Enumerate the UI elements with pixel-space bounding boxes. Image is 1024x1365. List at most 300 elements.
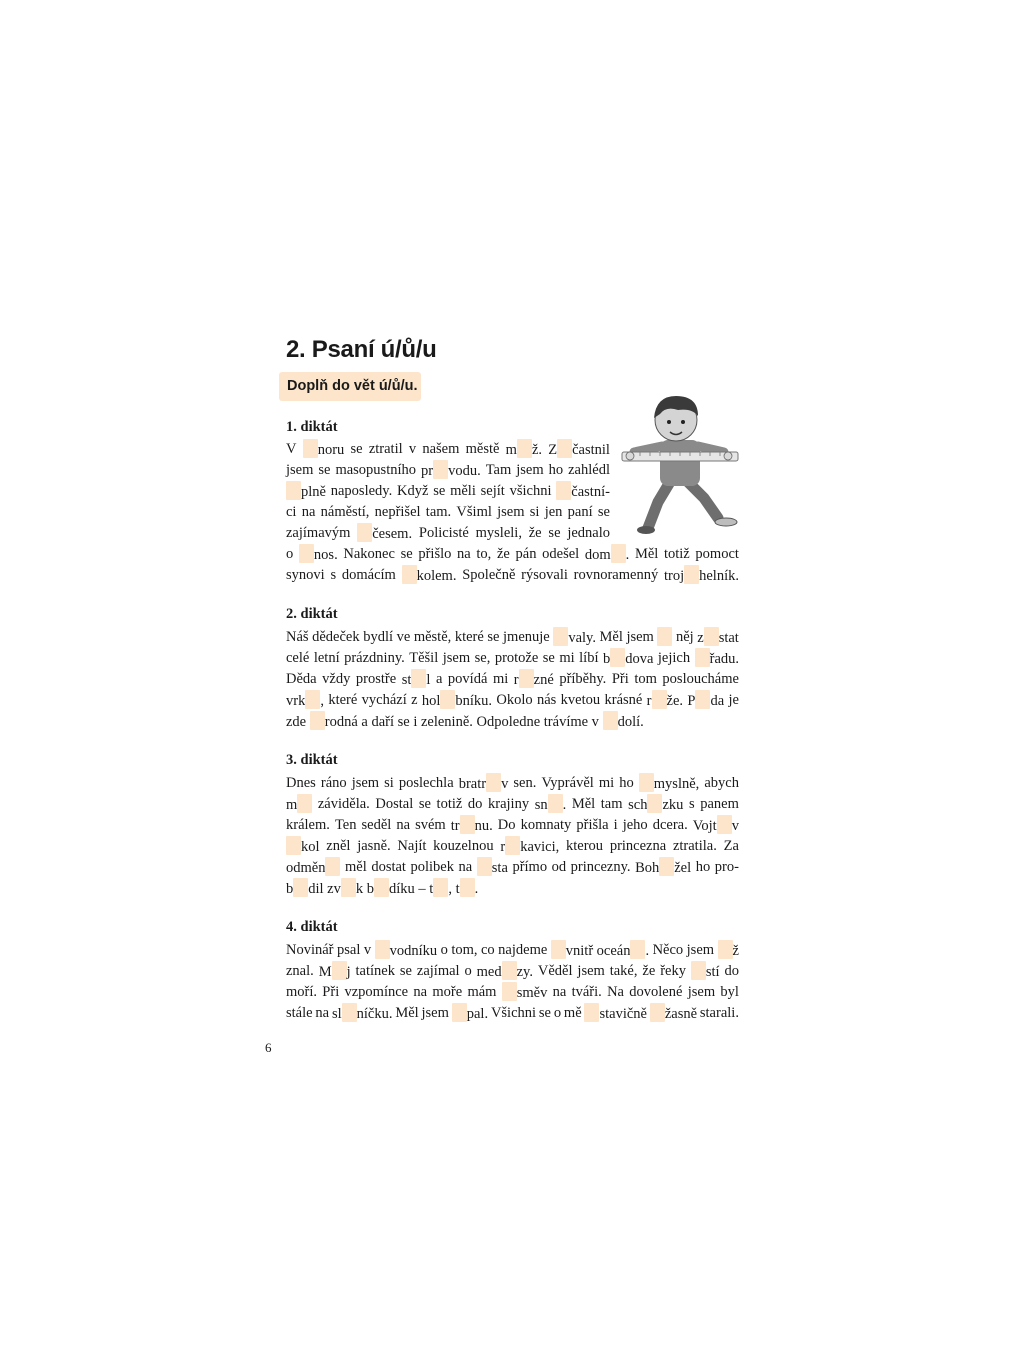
- word: to,: [476, 546, 492, 562]
- word: P da: [687, 690, 724, 710]
- task-instruction: Doplň do vět ú/ů/u.: [279, 372, 421, 401]
- word: že: [528, 525, 542, 541]
- word: jsem: [516, 462, 544, 478]
- word: na: [315, 1005, 330, 1021]
- blank-field[interactable]: [286, 481, 301, 500]
- word: co: [481, 942, 495, 958]
- word: se: [548, 525, 561, 541]
- word: abych: [704, 775, 739, 791]
- word: jejich: [657, 650, 691, 666]
- blank-field[interactable]: [551, 940, 566, 959]
- word: dovolené: [629, 984, 683, 1000]
- word: stí: [691, 961, 720, 981]
- blank-field[interactable]: [650, 1003, 665, 1022]
- word: jsem: [351, 775, 380, 791]
- word: vzpomínce: [344, 984, 409, 1000]
- word: že: [496, 546, 510, 562]
- word: Těšil: [409, 650, 439, 666]
- word: králem.: [286, 817, 330, 833]
- word: si: [384, 775, 394, 791]
- word: ztratil: [368, 441, 403, 457]
- word: m: [286, 794, 312, 814]
- word: r kavici,: [500, 836, 559, 856]
- blank-field[interactable]: [691, 961, 706, 980]
- word: jsem: [577, 963, 605, 979]
- word: na: [301, 504, 316, 520]
- word: polibek: [410, 859, 454, 875]
- word: že: [642, 963, 656, 979]
- text-line: [286, 711, 644, 731]
- word: oceán .: [597, 940, 649, 960]
- blank-field[interactable]: [556, 481, 571, 500]
- word: Vojt v: [693, 815, 739, 835]
- word: z: [411, 692, 418, 708]
- word: domácím: [341, 567, 396, 583]
- word: jmenuje: [503, 629, 550, 645]
- word: bydlí: [363, 629, 393, 645]
- word: jsem: [686, 942, 715, 958]
- word: o: [440, 942, 448, 958]
- text-line: [286, 815, 739, 835]
- dictation-1-title: 1. diktát: [286, 419, 338, 435]
- word: se: [597, 504, 610, 520]
- blank-field[interactable]: [325, 857, 340, 876]
- page-number: 6: [265, 1040, 272, 1055]
- blank-field[interactable]: [610, 648, 625, 667]
- word: mi: [559, 650, 575, 666]
- word: masopustního: [335, 462, 417, 478]
- word: sen.: [513, 775, 537, 791]
- blank-field[interactable]: [505, 836, 520, 855]
- word: b dova: [603, 648, 653, 668]
- blank-field[interactable]: [695, 648, 710, 667]
- text-line: [286, 878, 478, 898]
- word: a: [435, 671, 443, 687]
- boy-with-ruler-icon: [618, 390, 742, 538]
- blank-field[interactable]: [502, 961, 517, 980]
- word: Při: [611, 671, 629, 687]
- word: v: [408, 441, 417, 457]
- word: pán: [515, 546, 537, 562]
- word: se: [400, 546, 413, 562]
- word: moře: [432, 984, 463, 1000]
- word: troj helník.: [664, 565, 739, 585]
- word: z stat: [697, 627, 739, 647]
- word: stavičně: [584, 1003, 647, 1023]
- word: valy.: [553, 627, 596, 647]
- word: m ž.: [506, 439, 542, 459]
- word: Všiml: [456, 504, 492, 520]
- word: Okolo: [496, 692, 533, 708]
- word: V: [286, 441, 297, 457]
- dictation-3-title: 3. diktát: [286, 752, 338, 768]
- word: o: [553, 1005, 562, 1021]
- word: povídá: [447, 671, 488, 687]
- word: princezna: [609, 838, 667, 854]
- word: starali.: [699, 1005, 739, 1021]
- blank-field[interactable]: [310, 711, 325, 730]
- word: česem.: [357, 523, 412, 543]
- word: dostat: [371, 859, 406, 875]
- word: na: [396, 817, 411, 833]
- text-line: [286, 627, 739, 647]
- word: vnitř: [551, 940, 593, 960]
- word: pr vodu.: [421, 460, 481, 480]
- word: jasně.: [357, 838, 391, 854]
- text-line: [286, 460, 610, 480]
- word: Tam: [485, 462, 512, 478]
- word: měl: [345, 859, 367, 875]
- word: které: [328, 692, 358, 708]
- word: řeky: [660, 963, 686, 979]
- blank-field[interactable]: [584, 1003, 599, 1022]
- word: stále: [286, 1005, 313, 1021]
- word: sn .: [535, 794, 567, 814]
- word: M j: [319, 961, 351, 981]
- word: med zy.: [477, 961, 533, 981]
- word: hol bníku.: [422, 690, 492, 710]
- word: dcera.: [652, 817, 688, 833]
- word: dědeček: [312, 629, 360, 645]
- word: Společně: [462, 567, 516, 583]
- word: zde rodná a daří se i zelenině. Odpoledne trávíme v dolí.: [286, 714, 644, 730]
- blank-field[interactable]: [297, 794, 312, 813]
- text-line: [286, 773, 739, 793]
- word: byl: [720, 984, 739, 1000]
- blank-field[interactable]: [433, 460, 448, 479]
- word: Všichni: [490, 1005, 537, 1021]
- word: Nakonec: [343, 546, 395, 562]
- word: ho: [548, 462, 564, 478]
- word: měli: [450, 483, 476, 499]
- word: ho: [619, 775, 634, 791]
- word: řadu.: [695, 648, 739, 668]
- word: se: [487, 629, 500, 645]
- blank-field[interactable]: [647, 794, 662, 813]
- word: [657, 627, 672, 647]
- word: jsem: [286, 462, 314, 478]
- blank-field[interactable]: [652, 690, 667, 709]
- word: jednalo: [567, 525, 610, 541]
- word: tam: [600, 796, 623, 812]
- word: psal: [337, 942, 361, 958]
- word: mi: [492, 671, 509, 687]
- word: žasně: [650, 1003, 697, 1023]
- word: jsem: [497, 504, 525, 520]
- word: kolem.: [402, 565, 457, 585]
- word: nepřišel: [374, 504, 421, 520]
- word: sch zku: [628, 794, 683, 814]
- word: se: [542, 650, 555, 666]
- word: Měl: [599, 629, 623, 645]
- text-line: [286, 481, 610, 501]
- blank-field[interactable]: [611, 544, 626, 563]
- word: zajímavým: [286, 525, 351, 541]
- text-line: [286, 794, 739, 814]
- word: prostře: [355, 671, 397, 687]
- word: vrk ,: [286, 690, 324, 710]
- blank-field[interactable]: [718, 940, 733, 959]
- word: Novinář: [286, 942, 334, 958]
- blank-field[interactable]: [286, 836, 301, 855]
- word: prázdniny.: [344, 650, 405, 666]
- word: komnaty: [520, 817, 572, 833]
- word: jsem: [421, 1005, 449, 1021]
- blank-field[interactable]: [717, 815, 732, 834]
- word: se: [418, 796, 431, 812]
- word: sl níčku.: [332, 1003, 393, 1023]
- text-line: [286, 690, 739, 710]
- word: najdeme: [498, 942, 548, 958]
- word: ráno: [320, 775, 347, 791]
- text-line: [286, 982, 739, 1002]
- word: se,: [474, 650, 491, 666]
- word: směv: [502, 982, 548, 1002]
- dictation-4-title: 4. diktát: [286, 919, 338, 935]
- word: s: [330, 567, 337, 583]
- word: paní: [567, 504, 593, 520]
- word: na: [413, 984, 428, 1000]
- word: o: [286, 546, 294, 562]
- text-line: [286, 940, 739, 960]
- word: nás: [536, 692, 557, 708]
- blank-field[interactable]: [519, 669, 534, 688]
- word: Měl: [571, 796, 596, 812]
- word: ztratila.: [672, 838, 717, 854]
- word: přišla: [576, 817, 609, 833]
- word: v: [363, 942, 372, 958]
- word: mysleli,: [475, 525, 522, 541]
- word: posloucháme: [662, 671, 739, 687]
- blank-field[interactable]: [374, 878, 389, 897]
- blank-field[interactable]: [452, 1003, 467, 1022]
- word: na: [552, 984, 567, 1000]
- word: pal.: [452, 1003, 488, 1023]
- word: ho: [695, 859, 711, 875]
- text-line: [286, 523, 610, 543]
- word: Dostal: [375, 796, 414, 812]
- word: záviděla.: [317, 796, 370, 812]
- word: r zné: [514, 669, 554, 689]
- blank-field[interactable]: [477, 857, 492, 876]
- word: jsem: [442, 650, 471, 666]
- blank-field[interactable]: [332, 961, 347, 980]
- word: se: [318, 462, 331, 478]
- word: i: [613, 817, 618, 833]
- word: Najít: [397, 838, 427, 854]
- blank-field[interactable]: [293, 878, 308, 897]
- word: sta: [477, 857, 508, 877]
- word: b dil zv k b díku – t , t .: [286, 881, 478, 897]
- word: Náš: [286, 629, 309, 645]
- blank-field[interactable]: [402, 565, 417, 584]
- blank-field[interactable]: [657, 627, 672, 646]
- word: bratr v: [459, 773, 509, 793]
- word: Za: [723, 838, 739, 854]
- word: Na: [607, 984, 624, 1000]
- word: do: [467, 796, 483, 812]
- blank-field[interactable]: [433, 878, 448, 897]
- word: seděl: [361, 817, 392, 833]
- word: krajiny: [488, 796, 530, 812]
- word: kterou: [566, 838, 604, 854]
- word: tom: [634, 671, 657, 687]
- word: Z častnil: [548, 439, 610, 459]
- word: s: [688, 796, 695, 812]
- word: mě: [563, 1005, 582, 1021]
- blank-field[interactable]: [486, 773, 501, 792]
- blank-field[interactable]: [375, 940, 390, 959]
- word: rovnoramenný: [573, 567, 659, 583]
- word: krásné: [604, 692, 643, 708]
- blank-field[interactable]: [460, 815, 475, 834]
- text-line: [286, 669, 739, 689]
- word: nos.: [299, 544, 338, 564]
- blank-field[interactable]: [502, 982, 517, 1001]
- word: vodníku: [375, 940, 438, 960]
- word: Boh žel: [635, 857, 691, 877]
- blank-field[interactable]: [684, 565, 699, 584]
- word: Něco: [652, 942, 684, 958]
- word: jsem: [687, 984, 716, 1000]
- text-line: [286, 439, 610, 459]
- word: od: [551, 859, 567, 875]
- dictation-2-title: 2. diktát: [286, 606, 338, 622]
- blank-field[interactable]: [341, 878, 356, 897]
- word: tam.: [425, 504, 452, 520]
- word: Vyprávěl: [541, 775, 594, 791]
- word: přímo: [512, 859, 548, 875]
- text-line: [286, 648, 739, 668]
- word: znal.: [286, 963, 314, 979]
- word: Do: [497, 817, 516, 833]
- blank-field[interactable]: [548, 794, 563, 813]
- word: vždy: [322, 671, 351, 687]
- word: je: [728, 692, 739, 708]
- word: noru: [303, 439, 345, 459]
- blank-field[interactable]: [357, 523, 372, 542]
- word: něj: [675, 629, 694, 645]
- page-title: 2. Psaní ú/ů/u: [286, 336, 437, 363]
- word: které: [454, 629, 484, 645]
- blank-field[interactable]: [695, 690, 710, 709]
- text-line: [286, 857, 739, 877]
- word: zajímal: [416, 963, 460, 979]
- word: pomoct: [695, 546, 739, 562]
- word: Když: [397, 483, 429, 499]
- word: totiž: [436, 796, 463, 812]
- word: se: [433, 483, 446, 499]
- word: mám: [467, 984, 497, 1000]
- blank-field[interactable]: [553, 627, 568, 646]
- blank-field[interactable]: [517, 439, 532, 458]
- word: líbí: [579, 650, 599, 666]
- word: Měl: [395, 1005, 419, 1021]
- blank-field[interactable]: [303, 439, 318, 458]
- word: sejít: [480, 483, 505, 499]
- word: moří.: [286, 984, 318, 1000]
- word: celé: [286, 650, 310, 666]
- word: jsem: [626, 629, 654, 645]
- word: ci: [286, 504, 297, 520]
- blank-field[interactable]: [704, 627, 719, 646]
- word: o: [464, 963, 472, 979]
- text-line: [286, 544, 739, 564]
- word: si: [529, 504, 540, 520]
- word: příběhy.: [559, 671, 607, 687]
- word: se: [350, 441, 363, 457]
- word: Policisté: [418, 525, 469, 541]
- word: na: [458, 859, 473, 875]
- word: Při: [322, 984, 340, 1000]
- word: vychází: [361, 692, 407, 708]
- word: Věděl: [537, 963, 573, 979]
- word: st l: [402, 669, 431, 689]
- word: ve: [396, 629, 411, 645]
- blank-field[interactable]: [639, 773, 654, 792]
- word: kvetou: [560, 692, 601, 708]
- word: Děda: [286, 671, 317, 687]
- word: náměstí,: [320, 504, 370, 520]
- word: na: [457, 546, 471, 562]
- word: Dnes: [286, 775, 316, 791]
- blank-field[interactable]: [460, 878, 475, 897]
- word: tom,: [451, 942, 478, 958]
- word: panem: [700, 796, 739, 812]
- word: do: [724, 963, 739, 979]
- blank-field[interactable]: [305, 690, 320, 709]
- text-line: [286, 836, 739, 856]
- blank-field[interactable]: [440, 690, 455, 709]
- word: totiž: [663, 546, 690, 562]
- word: dom .: [585, 544, 629, 564]
- blank-field[interactable]: [630, 940, 645, 959]
- word: plně: [286, 481, 326, 501]
- word: se: [399, 963, 412, 979]
- word: jen: [544, 504, 563, 520]
- word: mi: [598, 775, 615, 791]
- blank-field[interactable]: [603, 711, 618, 730]
- word: tatínek: [355, 963, 395, 979]
- word: všichni: [509, 483, 552, 499]
- word: zahlédl: [568, 462, 610, 478]
- blank-field[interactable]: [342, 1003, 357, 1022]
- word: tr nu.: [451, 815, 493, 835]
- word: myslně,: [639, 773, 700, 793]
- word: jeho: [622, 817, 648, 833]
- word: princezny.: [570, 859, 631, 875]
- word: městě: [465, 441, 500, 457]
- word: r že.: [647, 690, 683, 710]
- word: Měl: [634, 546, 659, 562]
- word: rýsovali: [521, 567, 568, 583]
- text-line: [286, 1003, 739, 1023]
- word: svém: [415, 817, 446, 833]
- word: letní: [313, 650, 340, 666]
- word: ž: [718, 940, 739, 960]
- word: poslechla: [398, 775, 454, 791]
- blank-field[interactable]: [411, 669, 426, 688]
- blank-field[interactable]: [299, 544, 314, 563]
- word: tváři.: [571, 984, 602, 1000]
- word: Ten: [334, 817, 357, 833]
- word: městě,: [413, 629, 452, 645]
- text-line: [286, 502, 610, 522]
- text-line: [286, 565, 739, 585]
- blank-field[interactable]: [557, 439, 572, 458]
- word: kol: [286, 836, 320, 856]
- blank-field[interactable]: [659, 857, 674, 876]
